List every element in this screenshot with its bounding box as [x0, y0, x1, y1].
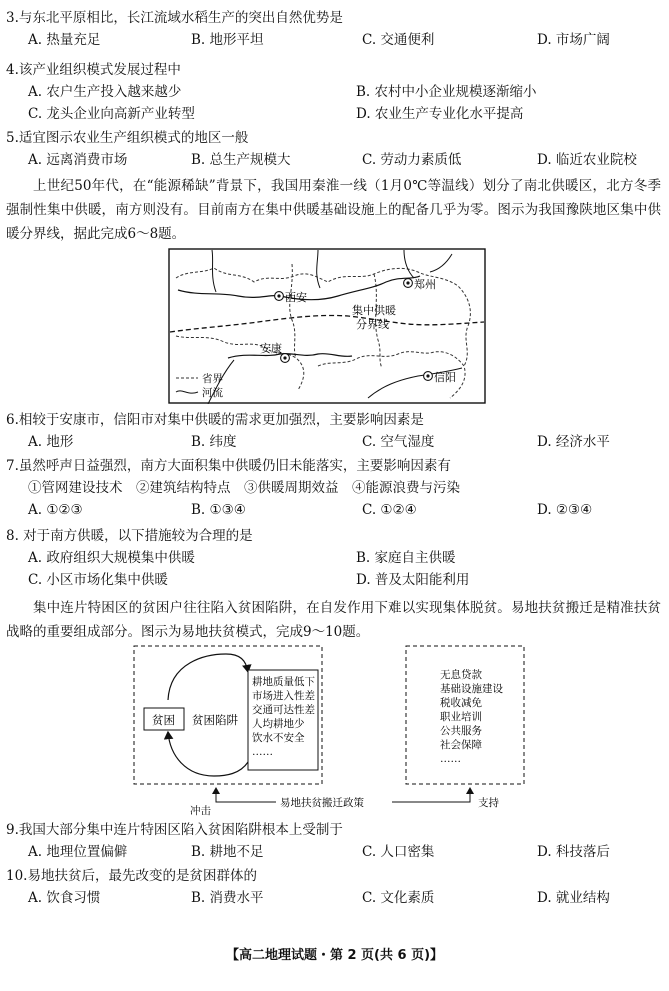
question-4 — [6, 60, 661, 126]
support-label: 支持 — [478, 797, 499, 809]
option-c[interactable]: C. 空气湿度 — [362, 434, 435, 450]
question-6 — [6, 410, 661, 454]
svg-text:……: …… — [440, 753, 461, 765]
option-a[interactable]: A. 热量充足 — [28, 32, 101, 48]
option-d[interactable]: D. 经济水平 — [537, 434, 610, 450]
option-a[interactable]: A. 饮食习惯 — [28, 890, 101, 906]
question-stem: 6.相较于安康市，信阳市对集中供暖的需求更加强烈，主要影响因素是 — [6, 412, 424, 428]
option-d[interactable]: D. 科技落后 — [537, 844, 610, 860]
svg-text:……: …… — [252, 746, 273, 758]
poverty-label: 贫困 — [152, 713, 175, 727]
option-c[interactable]: C. 小区市场化集中供暖 — [28, 572, 168, 588]
question-stem: 7.虽然呼声日益强烈，南方大面积集中供暖仍旧未能落实，主要影响因素有 — [6, 458, 451, 474]
options-row — [6, 500, 661, 522]
question-7 — [6, 456, 661, 522]
trap-cycle-arrow-bottom — [168, 732, 248, 776]
passage-heating: 上世纪50年代，在“能源稀缺”背景下，我国用秦淮一线（1月0℃等温线）划分了南北供暖区，北方冬季强制性集中供暖，南方则没有。目前南方在集中供暖基础设施上的配备几乎为零。图示为我国豫陕地区集中供暖分界线，据此完成6～8题。 — [6, 178, 661, 242]
question-stem: 4.该产业组织模式发展过程中 — [6, 62, 181, 78]
question-8 — [6, 526, 661, 592]
options-row — [6, 30, 661, 52]
question-10 — [6, 866, 661, 910]
svg-text:安康: 安康 — [260, 342, 282, 355]
option-a[interactable]: A. ①②③ — [28, 502, 83, 518]
heating-boundary-map — [168, 248, 486, 404]
question-3 — [6, 8, 661, 52]
boundary-label: 集中供暖 — [352, 304, 396, 317]
option-a[interactable]: A. 地形 — [28, 434, 74, 450]
option-c[interactable]: C. 龙头企业向高新产业转型 — [28, 106, 195, 122]
impact-label: 冲击 — [190, 805, 211, 817]
svg-text:市场进入性差: 市场进入性差 — [252, 690, 315, 702]
options-row — [6, 150, 661, 172]
option-c[interactable]: C. ①②④ — [362, 502, 417, 518]
question-stem: 9.我国大部分集中连片特困区陷入贫困陷阱根本上受制于 — [6, 822, 343, 838]
svg-text:饮水不安全: 饮水不安全 — [252, 732, 305, 744]
option-c[interactable]: C. 劳动力素质低 — [362, 152, 462, 168]
trap-label: 贫困陷阱 — [192, 713, 238, 727]
option-a[interactable]: A. 远离消费市场 — [28, 152, 128, 168]
option-d[interactable]: D. 市场广阔 — [537, 32, 610, 48]
policy-label: 易地扶贫搬迁政策 — [280, 797, 364, 809]
option-d[interactable]: D. 就业结构 — [537, 890, 610, 906]
option-a[interactable]: A. 农户生产投入越来越少 — [28, 84, 182, 100]
question-stem: 5.适宜图示农业生产组织模式的地区一般 — [6, 130, 249, 146]
question-items: ①管网建设技术 ②建筑结构特点 ③供暖周期效益 ④能源浪费与污染 — [28, 480, 460, 496]
options-row — [6, 570, 661, 592]
svg-text:交通可达性差: 交通可达性差 — [252, 704, 315, 716]
option-b[interactable]: B. 总生产规模大 — [191, 152, 291, 168]
support-arrow — [392, 788, 470, 802]
option-b[interactable]: B. ①③④ — [191, 502, 246, 518]
option-b[interactable]: B. 耕地不足 — [191, 844, 264, 860]
option-a[interactable]: A. 地理位置偏僻 — [28, 844, 128, 860]
svg-text:河流: 河流 — [202, 387, 223, 399]
option-c[interactable]: C. 文化素质 — [362, 890, 435, 906]
svg-text:信阳: 信阳 — [434, 371, 456, 384]
option-d[interactable]: D. 临近农业院校 — [537, 152, 637, 168]
relocation-poverty-diagram — [130, 640, 530, 818]
passage-poverty: 集中连片特困区的贫困户往往陷入贫困陷阱，在自发作用下难以实现集体脱贫。易地扶贫搬迁是精准扶贫战略的重要组成部分。图示为易地扶贫模式，完成9～10题。 — [6, 600, 661, 640]
option-b[interactable]: B. 农村中小企业规模逐渐缩小 — [356, 84, 537, 100]
option-c[interactable]: C. 交通便利 — [362, 32, 435, 48]
trap-cycle-arrow-top — [168, 654, 248, 700]
page-footer: 【高二地理试题・第 2 页(共 6 页)】 — [225, 948, 444, 963]
option-b[interactable]: B. 纬度 — [191, 434, 237, 450]
option-c[interactable]: C. 人口密集 — [362, 844, 435, 860]
svg-text:耕地质量低下: 耕地质量低下 — [252, 676, 315, 688]
measures-list — [440, 668, 503, 765]
option-d[interactable]: D. ②③④ — [537, 502, 593, 518]
svg-text:郑州: 郑州 — [414, 278, 436, 291]
option-d[interactable]: D. 普及太阳能利用 — [356, 572, 470, 588]
option-b[interactable]: B. 消费水平 — [191, 890, 264, 906]
question-5 — [6, 128, 661, 172]
option-b[interactable]: B. 家庭自主供暖 — [356, 550, 456, 566]
svg-text:省界: 省界 — [202, 373, 223, 385]
svg-text:社会保障: 社会保障 — [440, 739, 482, 751]
question-stem: 3.与东北平原相比，长江流域水稻生产的突出自然优势是 — [6, 10, 343, 26]
impact-arrow — [216, 788, 276, 802]
options-row — [6, 842, 661, 864]
option-a[interactable]: A. 政府组织大规模集中供暖 — [28, 550, 195, 566]
svg-text:人均耕地少: 人均耕地少 — [252, 718, 305, 730]
question-stem: 10.易地扶贫后，最先改变的是贫困群体的 — [6, 868, 257, 884]
options-row — [6, 82, 661, 104]
svg-text:无息贷款: 无息贷款 — [440, 669, 482, 681]
svg-text:公共服务: 公共服务 — [440, 725, 482, 737]
svg-text:职业培训: 职业培训 — [440, 711, 482, 723]
options-row — [6, 432, 661, 454]
question-stem: 8. 对于南方供暖，以下措施较为合理的是 — [6, 528, 253, 544]
svg-text:西安: 西安 — [285, 291, 307, 304]
options-row — [6, 888, 661, 910]
svg-text:基础设施建设: 基础设施建设 — [440, 683, 503, 695]
boundary-label: 分界线 — [356, 318, 389, 331]
svg-text:税收减免: 税收减免 — [440, 697, 482, 709]
question-9 — [6, 820, 661, 864]
options-row — [6, 104, 661, 126]
options-row — [6, 548, 661, 570]
option-d[interactable]: D. 农业生产专业化水平提高 — [356, 106, 524, 122]
option-b[interactable]: B. 地形平坦 — [191, 32, 264, 48]
